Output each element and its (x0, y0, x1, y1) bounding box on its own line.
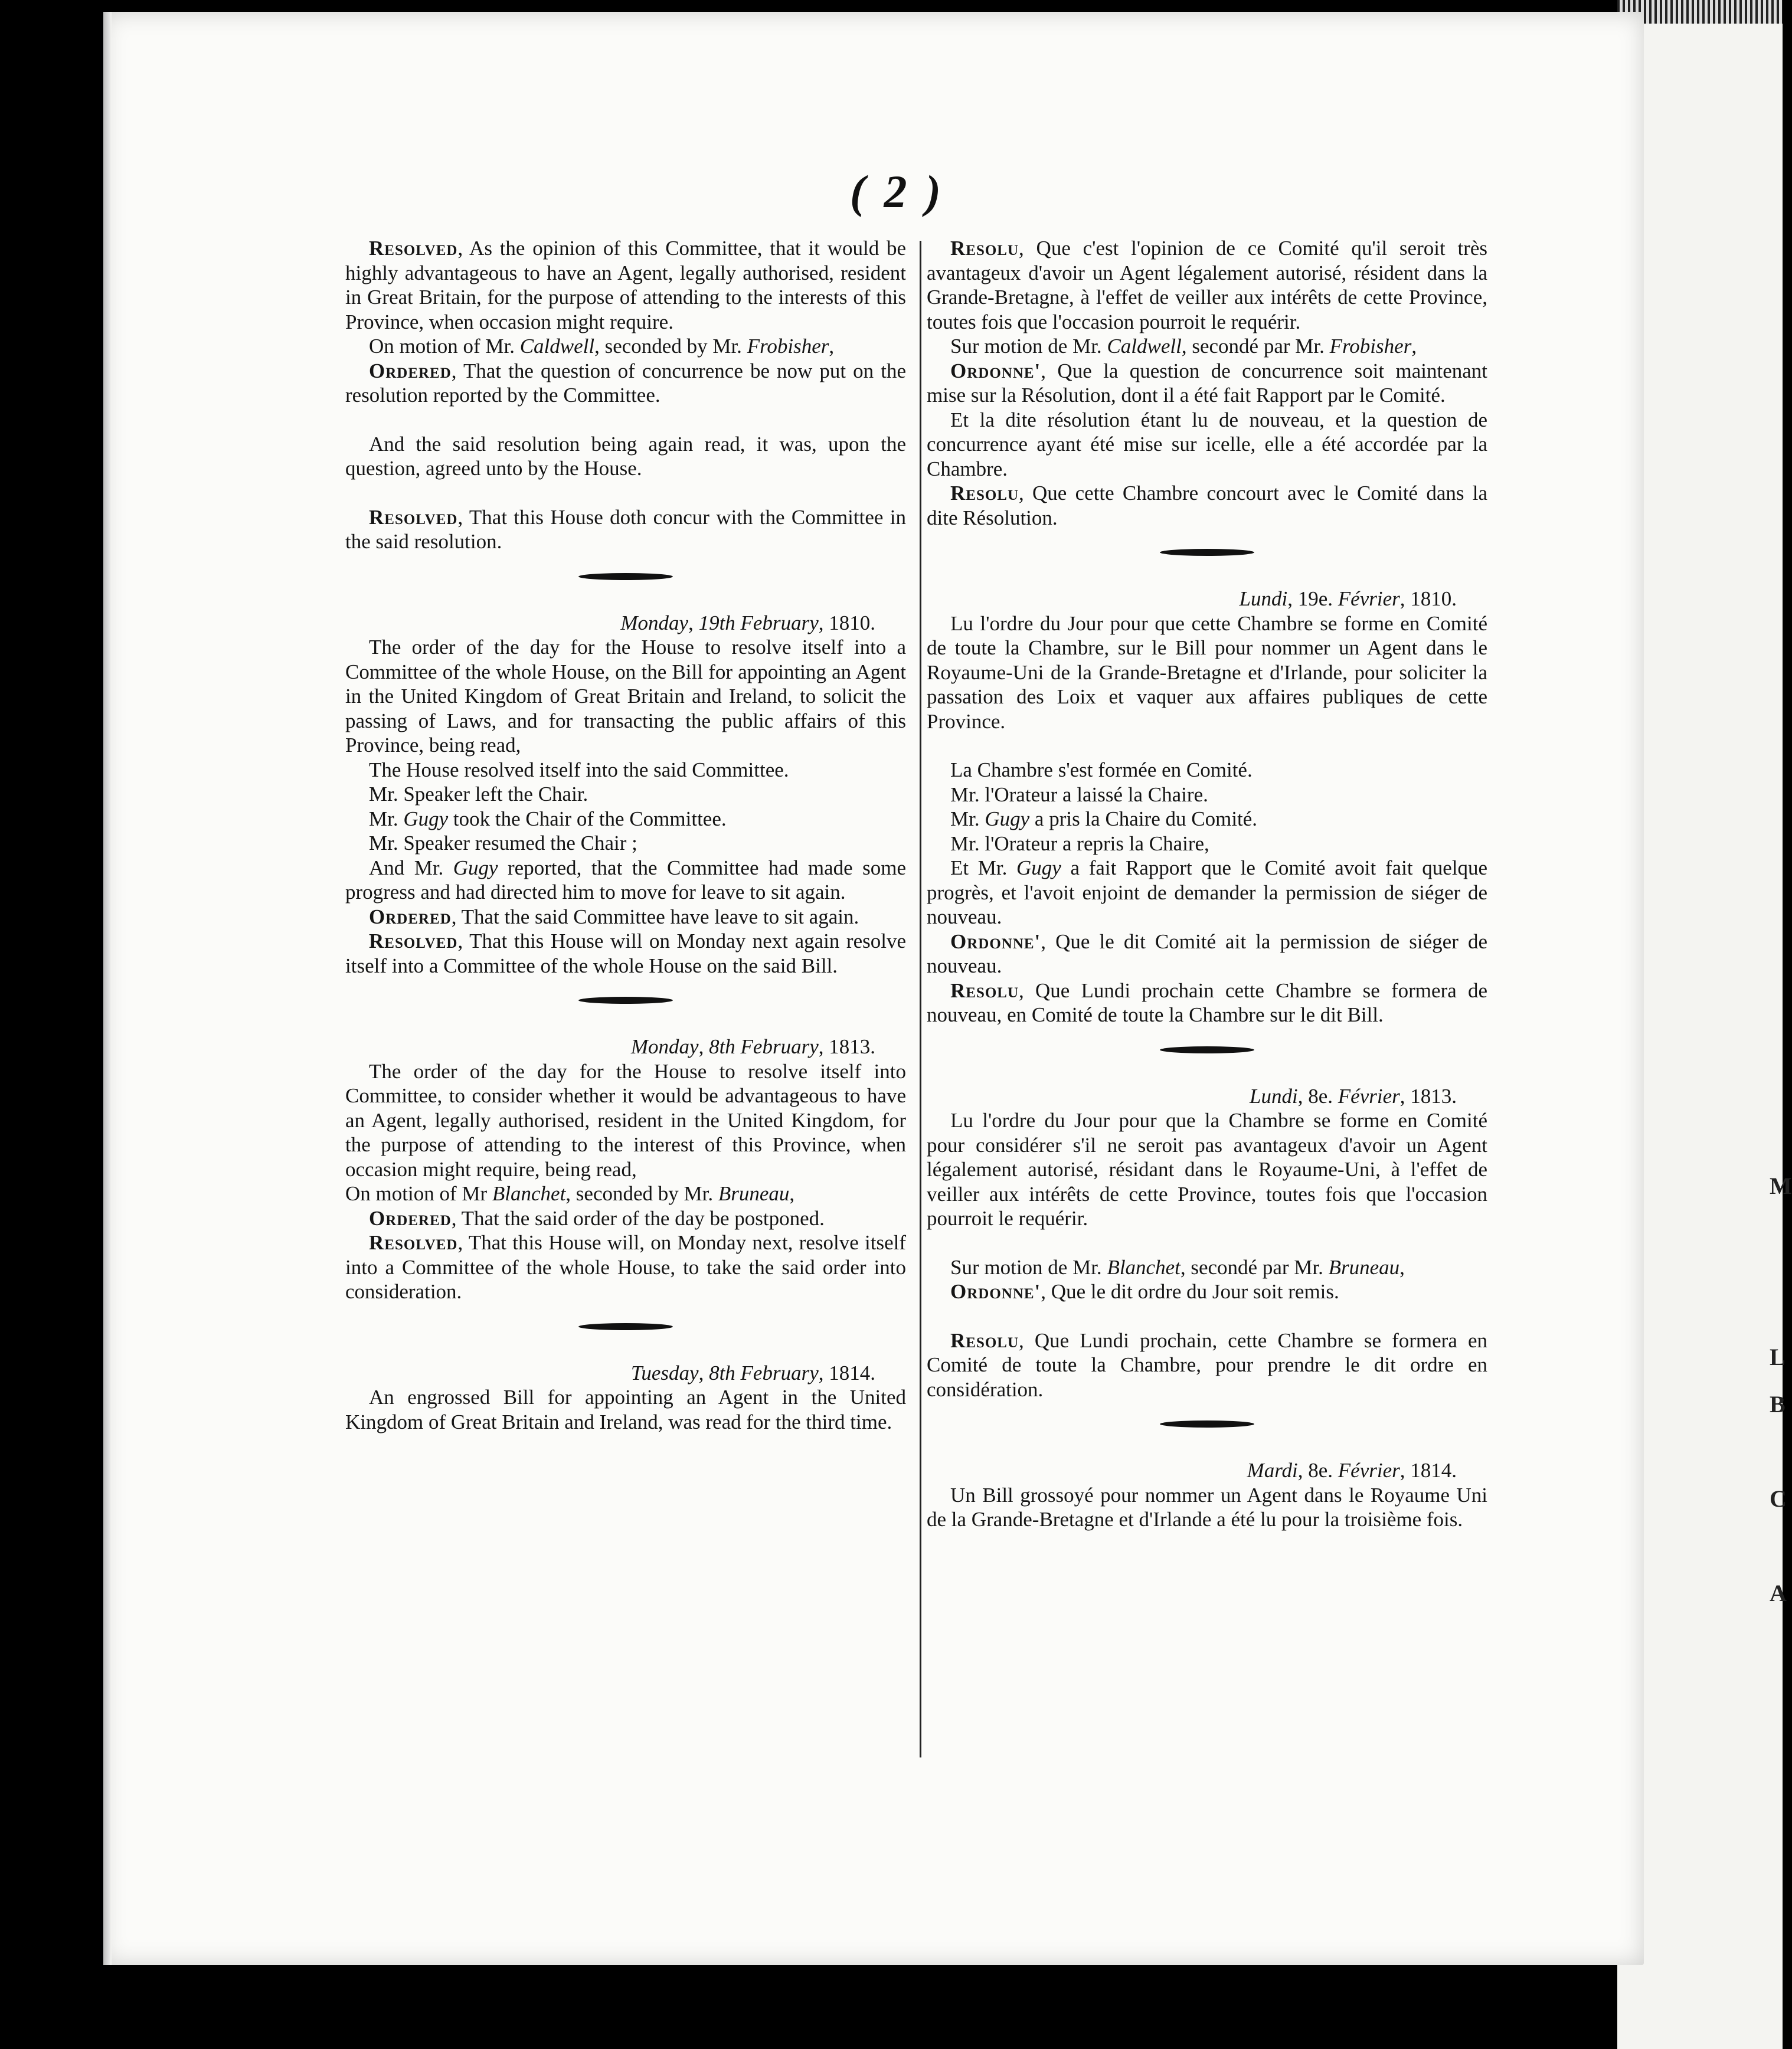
french-column (927, 236, 1487, 1532)
date-heading-1813: Monday, 8th February, 1813. (630, 1035, 875, 1058)
concurrence-paragraph: Resolu, Que cette Chambre concourt avec le Comité dans la dite Résolution. (927, 482, 1487, 529)
motion-paragraph: On motion of Mr Blanchet, seconded by Mr. Bruneau, (345, 1182, 795, 1205)
proceeding-line: Mr. l'Orateur a repris la Chaire, (950, 832, 1209, 855)
proceeding-line: Mr. Gugy a pris la Chaire du Comité. (950, 807, 1258, 830)
ordered-paragraph: Ordonne', Que la question de concurrence soit maintenant mise sur la Résolution, dont il a été fait Rapport par le Comité. (927, 359, 1487, 407)
order-of-day-paragraph: The order of the day for the House to resolve itself into Committee, to consider whether it would be advantageous to have an Agent, legally authorised, resident in the United Kingdom, for the purpose of attending to the interest of this Province, when occasion might require, being read, (345, 1059, 906, 1181)
proceeding-line: Mr. Speaker left the Chair. (369, 783, 588, 806)
resolution-paragraph: Resolu, Que Lundi prochain, cette Chambre se formera en Comité de toute la Chambre, pour prendre le dit ordre en considération. (927, 1328, 1487, 1401)
concurrence-paragraph: Resolved, That this House doth concur with the Committee in the said resolution. (345, 505, 906, 553)
motion-paragraph: Sur motion de Mr. Blanchet, secondé par Mr. Bruneau, (950, 1255, 1405, 1279)
proceeding-line: Mr. l'Orateur a laissé la Chaire. (950, 783, 1208, 806)
resolution-paragraph: Resolu, Que c'est l'opinion de ce Comité qu'il seroit très avantageux d'avoir un Agent légalement autorisé, résident dans la Grande-Bretagne, à l'effet de veiller aux intérêts de cette Province, toutes fois que l'occasion pourroit le requérir. (927, 237, 1487, 333)
section-rule (578, 573, 673, 580)
section-rule (1160, 1046, 1254, 1053)
resolution-paragraph: Resolved, That this House will on Monday next again resolve itself into a Committee of the whole House on the said Bill. (345, 929, 906, 977)
motion-paragraph: On motion of Mr. Caldwell, seconded by Mr. Frobisher, (369, 335, 835, 358)
report-paragraph: And Mr. Gugy reported, that the Committee had made some progress and had directed him to move for leave to sit again. (345, 856, 907, 904)
order-of-day-paragraph: The order of the day for the House to resolve itself into a Committee of the whole House, on the Bill for appointing an Agent in the United Kingdom of Great Britain and Ireland, to solicit the passing of Laws, and for transacting the public affairs of this Province, being read, (345, 636, 906, 757)
ordered-paragraph: Ordonne', Que le dit ordre du Jour soit remis. (950, 1280, 1339, 1303)
resolution-paragraph: Resolved, That this House will, on Monday next, resolve itself into a Committee of the whole House, to take the said order into consideration. (345, 1231, 906, 1303)
adjacent-page-fragment: L (1770, 1344, 1786, 1370)
date-heading-1814: Mardi, 8e. Février, 1814. (1247, 1459, 1457, 1482)
motion-paragraph: Sur motion de Mr. Caldwell, secondé par Mr. Frobisher, (950, 335, 1417, 358)
order-of-day-paragraph: Lu l'ordre du Jour pour que cette Chambre se forme en Comité de toute la Chambre, sur le Bill pour nommer un Agent dans le Royaume-Uni de la Grande-Bretagne et d'Irlande, pour soliciter la passation des Loix et vaquer aux affaires publiques de cette Province. (927, 611, 1487, 733)
date-heading-1813: Lundi, 8e. Février, 1813. (1250, 1084, 1457, 1108)
third-reading-paragraph: An engrossed Bill for appointing an Agent in the United Kingdom of Great Britain and Ireland, was read for the third time. (345, 1386, 906, 1433)
date-heading-1814: Tuesday, 8th February, 1814. (630, 1361, 875, 1384)
adjacent-page-fragment: M (1770, 1173, 1792, 1199)
column-divider (920, 241, 921, 1757)
sheet-edge (103, 12, 112, 1965)
agreement-paragraph: And the said resolution being again read, it was, upon the question, agreed unto by the House. (345, 432, 906, 480)
date-heading-1810: Lundi, 19e. Février, 1810. (1239, 587, 1457, 610)
date-heading-1810: Monday, 19th February, 1810. (620, 611, 875, 634)
proceeding-line: The House resolved itself into the said Committee. (369, 758, 789, 781)
ordered-paragraph: Ordered, That the question of concurrence be now put on the resolution reported by the Committee. (345, 359, 906, 407)
report-paragraph: Et Mr. Gugy a fait Rapport que le Comité avoit fait quelque progrès, et l'avoit enjoint de demander la permission de siéger de nouveau. (927, 856, 1487, 928)
proceeding-line: La Chambre s'est formée en Comité. (950, 758, 1253, 781)
agreement-paragraph: Et la dite résolution étant lu de nouveau, et la question de concurrence ayant été mise sur icelle, elle a été accordée par la Chambre. (927, 408, 1487, 480)
adjacent-page-fragment: A (1770, 1580, 1787, 1606)
resolution-paragraph: Resolu, Que Lundi prochain cette Chambre se formera de nouveau, en Comité de toute la Chambre sur le dit Bill. (927, 978, 1487, 1026)
proceeding-line: Mr. Gugy took the Chair of the Committee. (369, 807, 727, 830)
ordered-paragraph: Ordonne', Que le dit Comité ait la permission de siéger de nouveau. (927, 929, 1487, 977)
proceeding-line: Mr. Speaker resumed the Chair ; (369, 832, 637, 855)
ordered-paragraph: Ordered, That the said order of the day be postponed. (369, 1206, 825, 1230)
section-rule (578, 1323, 673, 1330)
section-rule (1160, 1420, 1254, 1428)
section-rule (1160, 549, 1254, 556)
section-rule (578, 997, 673, 1004)
page-number: ( 2 ) (850, 166, 944, 217)
ordered-paragraph: Ordered, That the said Committee have leave to sit again. (369, 905, 859, 928)
english-column (345, 236, 906, 1434)
order-of-day-paragraph: Lu l'ordre du Jour pour que la Chambre se forme en Comité pour considérer s'il ne seroit pas avantageux d'avoir un Agent légalement autorisé, résidant dans le Royaume-Uni, à l'effet de veiller aux intérêts de cette Province, toutes fois que l'occasion pourroit le requérir. (927, 1109, 1487, 1230)
adjacent-page-fragment: B (1770, 1391, 1786, 1418)
resolution-paragraph: Resolved, As the opinion of this Committee, that it would be highly advantageous to have an Agent, legally authorised, resident in Great Britain, for the purpose of attending to the interests of this Province, when occasion might require. (345, 237, 906, 333)
third-reading-paragraph: Un Bill grossoyé pour nommer un Agent dans le Royaume Uni de la Grande-Bretagne et d'Irlande a été lu pour la troisième fois. (927, 1483, 1487, 1531)
adjacent-page-fragment: C (1770, 1485, 1787, 1512)
